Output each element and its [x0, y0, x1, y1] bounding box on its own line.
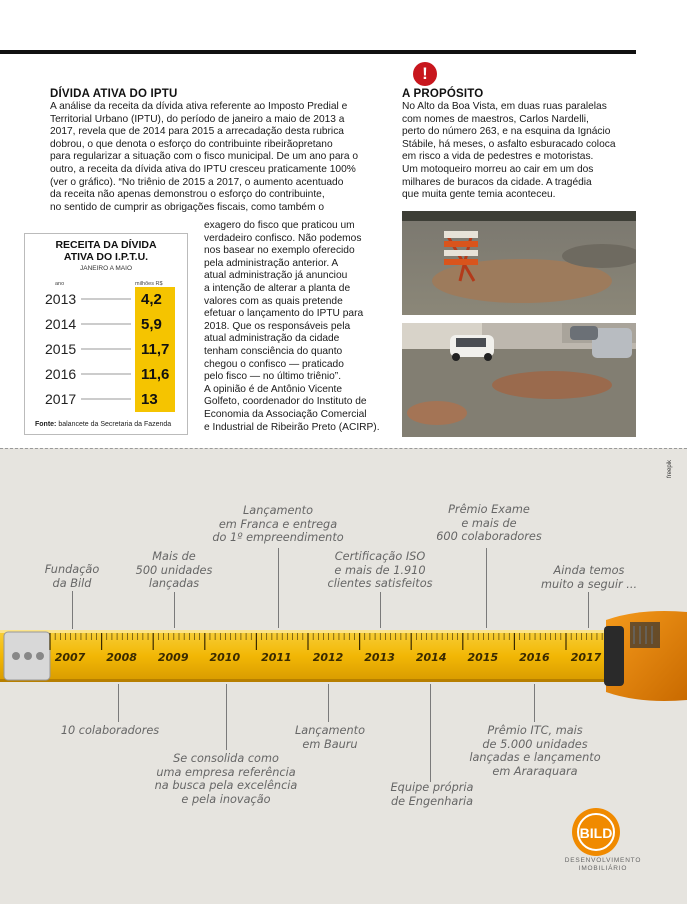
- tape-year-label: 2013: [364, 651, 395, 664]
- chart-subtitle: JANEIRO A MAIO: [79, 265, 132, 272]
- article-line: exagero do fisco que praticou um: [204, 220, 355, 231]
- milestone-premio-itc: [460, 724, 610, 778]
- milestone-line: de 5.000 unidades: [482, 737, 588, 751]
- article-line: verdadeiro confisco. Não podemos: [204, 232, 362, 244]
- article-line: tenham consciência do quanto: [204, 345, 343, 357]
- chart-year-label: 2016: [45, 366, 77, 382]
- article-line: efetuar o lançamento do IPTU para: [204, 308, 364, 320]
- milestone-line: lançadas: [148, 577, 200, 590]
- article-line: dobrou, o que denota o esforço do contribuinte ribeirãopretano: [50, 138, 333, 150]
- article-line: 2018. Que os responsáveis pela: [204, 320, 351, 332]
- milestone-line: em Bauru: [302, 737, 358, 751]
- article-line: pelo fisco — no último triênio”.: [204, 371, 342, 383]
- article-line: para regularizar a situação com o fisco municipal. De um ano para o: [50, 151, 359, 163]
- bild-logo: [566, 808, 656, 861]
- chart-col-left: ano: [55, 281, 65, 287]
- milestone-ainda-temos: [530, 564, 648, 591]
- milestone-line: 10 colaboradores: [60, 724, 160, 737]
- article-line: Golfeto, coordenador do Instituto de: [204, 396, 367, 408]
- sidebar-line: milhares de buracos da cidade. A tragédia: [402, 176, 592, 188]
- tape-year-label: 2017: [570, 651, 602, 664]
- article-line: A opinião é de Antônio Vicente: [204, 383, 343, 395]
- milestone-lancamento-bauru: [282, 724, 378, 751]
- tape-year-label: 2011: [261, 651, 292, 664]
- milestone-line: Lançamento: [243, 504, 313, 517]
- measuring-tape: [0, 600, 687, 710]
- article-line: valores com as quais pretende: [204, 295, 343, 307]
- chart-rows: [25, 287, 187, 417]
- sidebar-heading: A PROPÓSITO: [402, 88, 484, 100]
- article-line: Territorial Urbano (IPTU), do período de janeiro a maio de 2013 a: [50, 113, 345, 125]
- top-rule: [0, 50, 636, 54]
- sidebar-line: No Alto da Boa Vista, em duas ruas paralelas: [402, 101, 607, 112]
- milestone-line: uma empresa referência: [156, 765, 296, 779]
- logo-caption-line: DESENVOLVIMENTO: [564, 857, 642, 864]
- pothole-photo-barrier: [402, 211, 636, 315]
- article-line: e Industrial de Ribeirão Preto (ACIRP).: [204, 421, 380, 433]
- tape-year-label: 2014: [415, 651, 447, 664]
- sidebar-line: em risco a vida de pedestres e motoristas.: [402, 151, 594, 163]
- chart-title: [25, 240, 187, 263]
- tape-year-label: 2010: [209, 651, 241, 664]
- tape-year-label: 2012: [312, 651, 344, 664]
- tape-year-label: 2008: [106, 651, 137, 664]
- chart-title-line: RECEITA DA DÍVIDA: [55, 239, 157, 251]
- milestone-consolida: [140, 752, 312, 806]
- milestone-line: e mais de 1.910: [334, 563, 426, 577]
- chart-year-label: 2013: [45, 291, 77, 307]
- article-line: no sentido de cumprir as obrigações fiscais, como também o: [50, 201, 325, 213]
- milestone-line: da Bild: [52, 576, 92, 590]
- article-body-narrow: [204, 220, 404, 434]
- chart-col-right: milhões R$: [135, 281, 163, 287]
- tape-year-label: 2007: [54, 651, 86, 664]
- tape-years: [55, 651, 602, 664]
- logo-caption-line: IMOBILIÁRIO: [578, 865, 628, 872]
- sidebar-line: com nomes de maestros, Carlos Nardelli,: [402, 113, 589, 125]
- tape-year-label: 2016: [519, 651, 550, 664]
- milestone-line: Mais de: [152, 550, 196, 563]
- alert-icon: !: [413, 62, 437, 86]
- milestone-line: de Engenharia: [390, 794, 474, 808]
- article-line: da receita não apenas demonstrou o esforço do contribuinte,: [50, 189, 325, 201]
- receita-chart: [24, 233, 188, 435]
- tape-year-label: 2015: [467, 651, 499, 664]
- street-photo-cars: [402, 323, 636, 437]
- milestone-line: em Franca e entrega: [218, 517, 338, 531]
- milestone-mais-500: [124, 550, 224, 591]
- chart-value-label: 11,6: [141, 366, 170, 383]
- article-line: atual administração da cidade: [204, 333, 340, 345]
- milestone-line: 600 colaboradores: [436, 530, 542, 543]
- milestone-line: Ainda temos: [553, 564, 625, 577]
- milestone-certificacao-iso: [320, 550, 440, 591]
- milestone-line: na busca pela excelência: [154, 779, 298, 792]
- milestone-line: Certificação ISO: [334, 550, 426, 563]
- milestone-line: 500 unidades: [135, 563, 213, 577]
- logo-caption: [548, 857, 658, 873]
- sidebar-line: Um motoqueiro morreu ao cair em um dos: [402, 163, 594, 175]
- chart-value-label: 5,9: [141, 316, 162, 333]
- milestone-line: Prêmio Exame: [448, 503, 530, 516]
- article-line: 2017, revela que de 2014 para 2015 a arrecadação desta rubrica: [50, 126, 344, 138]
- article-body-full: [50, 101, 390, 214]
- milestone-line: lançadas e lançamento: [469, 751, 601, 764]
- chart-value-label: 13: [141, 391, 158, 408]
- milestone-line: Equipe própria: [390, 781, 474, 794]
- logo-text: BILD: [579, 825, 613, 841]
- side-credit: freepik: [667, 459, 673, 478]
- milestone-colaboradores: [52, 724, 168, 738]
- milestone-equipe: [378, 781, 486, 808]
- milestone-line: Se consolida como: [173, 752, 279, 765]
- milestone-line: Fundação: [44, 563, 100, 576]
- sidebar-body: [402, 101, 642, 202]
- article-line: Economia da Associação Comercial: [204, 408, 367, 420]
- article-line: chegou o confisco — praticado: [204, 358, 344, 370]
- milestone-line: e mais de: [461, 516, 517, 530]
- milestone-premio-exame: [426, 503, 552, 544]
- milestone-lancamento-franca: [208, 504, 348, 545]
- section-divider: [0, 448, 687, 449]
- article-heading: DÍVIDA ATIVA DO IPTU: [50, 88, 178, 100]
- chart-source: [35, 421, 171, 428]
- milestone-line: do 1º empreendimento: [212, 531, 344, 544]
- article-line: nos basear no exemplo oferecido: [204, 245, 355, 257]
- chart-year-label: 2017: [45, 391, 77, 407]
- milestone-fundacao: [32, 563, 112, 590]
- tape-year-label: 2009: [157, 651, 189, 664]
- chart-value-label: 11,7: [141, 341, 170, 358]
- chart-title-line: ATIVA DO I.P.T.U.: [63, 250, 149, 263]
- chart-year-label: 2015: [45, 341, 77, 357]
- sidebar-line: Stábile, há meses, o asfalto esburacado coloca: [402, 138, 616, 150]
- milestone-line: e pela inovação: [181, 792, 271, 806]
- chart-source-bold: Fonte:: [35, 421, 57, 428]
- article-line: (ver o gráfico). “No triênio de 2015 a 2017, o aumento acentuado: [50, 176, 344, 188]
- chart-year-label: 2014: [45, 316, 77, 332]
- article-line: a intenção de alterar a planta de: [204, 282, 351, 294]
- chart-value-label: 4,2: [141, 291, 162, 308]
- milestone-line: Prêmio ITC, mais: [487, 724, 583, 737]
- milestone-line: muito a seguir ...: [540, 577, 638, 591]
- sidebar-line: perto do número 263, e na esquina da Ignácio: [402, 126, 611, 138]
- article-line: A análise da receita da dívida ativa referente ao Imposto Predial e: [50, 101, 348, 112]
- milestone-line: Lançamento: [295, 724, 365, 737]
- article-line: atual administração já anunciou: [204, 270, 348, 282]
- article-line: pela administração anterior. A: [204, 257, 339, 269]
- milestone-line: em Araraquara: [492, 764, 578, 778]
- milestone-line: clientes satisfeitos: [327, 577, 433, 590]
- sidebar-line: que muita gente temia aconteceu.: [402, 189, 556, 201]
- chart-source-text: balancete da Secretaria da Fazenda: [56, 421, 172, 428]
- article-line: outro, a receita da dívida ativa do IPTU cresceu praticamente 100%: [50, 163, 356, 175]
